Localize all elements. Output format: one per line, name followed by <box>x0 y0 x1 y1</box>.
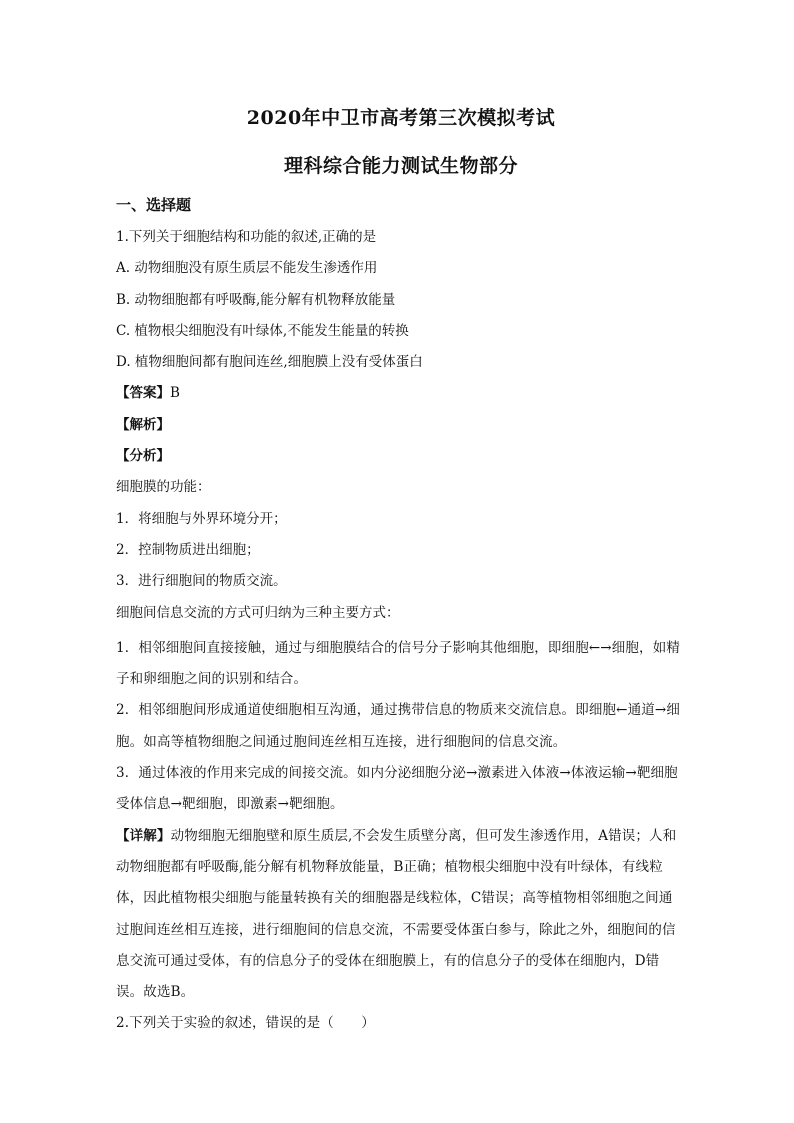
document-subtitle: 理科综合能力测试生物部分 <box>283 155 518 177</box>
answer-line <box>116 382 686 404</box>
detail-text: 动物细胞无细胞壁和原生质层,不会发生质壁分离，但可发生渗透作用，A错误；人和动物细胞都有呼吸酶,能分解有机物释放能量，B正确；植物根尖细胞中没有叶绿体，有线粒体，因此植物根尖细胞与能量转换有关的细胞器是线粒体，C错误；高等植物相邻细胞之间通过胞间连丝相互连接，进行细胞间的信息交流，不需要受体蛋白参与，除此之外，细胞间的信息交流可通过受体，有的信息分子的受体在细胞膜上，有的信息分子的受体在细胞内，D错误。故选B。 <box>116 827 677 1001</box>
document-title: 2020年中卫市高考第三次模拟考试 <box>246 107 556 129</box>
question-2 <box>116 1008 686 1039</box>
question-1 <box>116 226 686 1008</box>
answer-tag: 【答案】 <box>116 385 170 402</box>
answer-value: B <box>170 385 180 402</box>
membrane-item-2: 2．控制物质进出细胞； <box>116 541 260 558</box>
comm-item-1: 1．相邻细胞间直接接触，通过与细胞膜结合的信号分子影响其他细胞，即细胞←→细胞，如精子和卵细胞之间的识别和结合。 <box>116 639 681 688</box>
option-a: A. 动物细胞没有原生质层不能发生渗透作用 <box>116 260 378 277</box>
option-d: D. 植物细胞间都有胞间连丝,细胞膜上没有受体蛋白 <box>116 354 423 371</box>
detail-paragraph <box>116 821 686 1009</box>
question-stem: 1.下列关于细胞结构和功能的叙述,正确的是 <box>116 229 377 245</box>
detail-tag: 【详解】 <box>116 827 171 844</box>
membrane-item-1: 1．将细胞与外界环境分开； <box>116 510 287 527</box>
comm-title: 细胞间信息交流的方式可归纳为三种主要方式： <box>116 604 400 621</box>
question-stem: 2.下列关于实验的叙述，错误的是（ ） <box>116 1015 375 1032</box>
comm-item-2: 2．相邻细胞间形成通道使细胞相互沟通，通过携带信息的物质来交流信息。即细胞←通道→细胞。如高等植物细胞之间通过胞间连丝相互连接，进行细胞间的信息交流。 <box>116 702 681 750</box>
fenxi-tag: 【分析】 <box>116 448 170 465</box>
option-b: B. 动物细胞都有呼吸酶,能分解有机物释放能量 <box>116 291 396 308</box>
option-c: C. 植物根尖细胞没有叶绿体,不能发生能量的转换 <box>116 322 409 339</box>
section-heading: 一、选择题 <box>116 196 192 214</box>
membrane-item-3: 3．进行细胞间的物质交流。 <box>116 573 287 590</box>
comm-item-3: 3．通过体液的作用来完成的间接交流。如内分泌细胞分泌→激素进入体液→体液运输→靶细胞受体信息→靶细胞，即激素→靶细胞。 <box>116 765 678 813</box>
membrane-title: 细胞膜的功能： <box>116 479 211 496</box>
analysis-tag: 【解析】 <box>116 416 170 433</box>
